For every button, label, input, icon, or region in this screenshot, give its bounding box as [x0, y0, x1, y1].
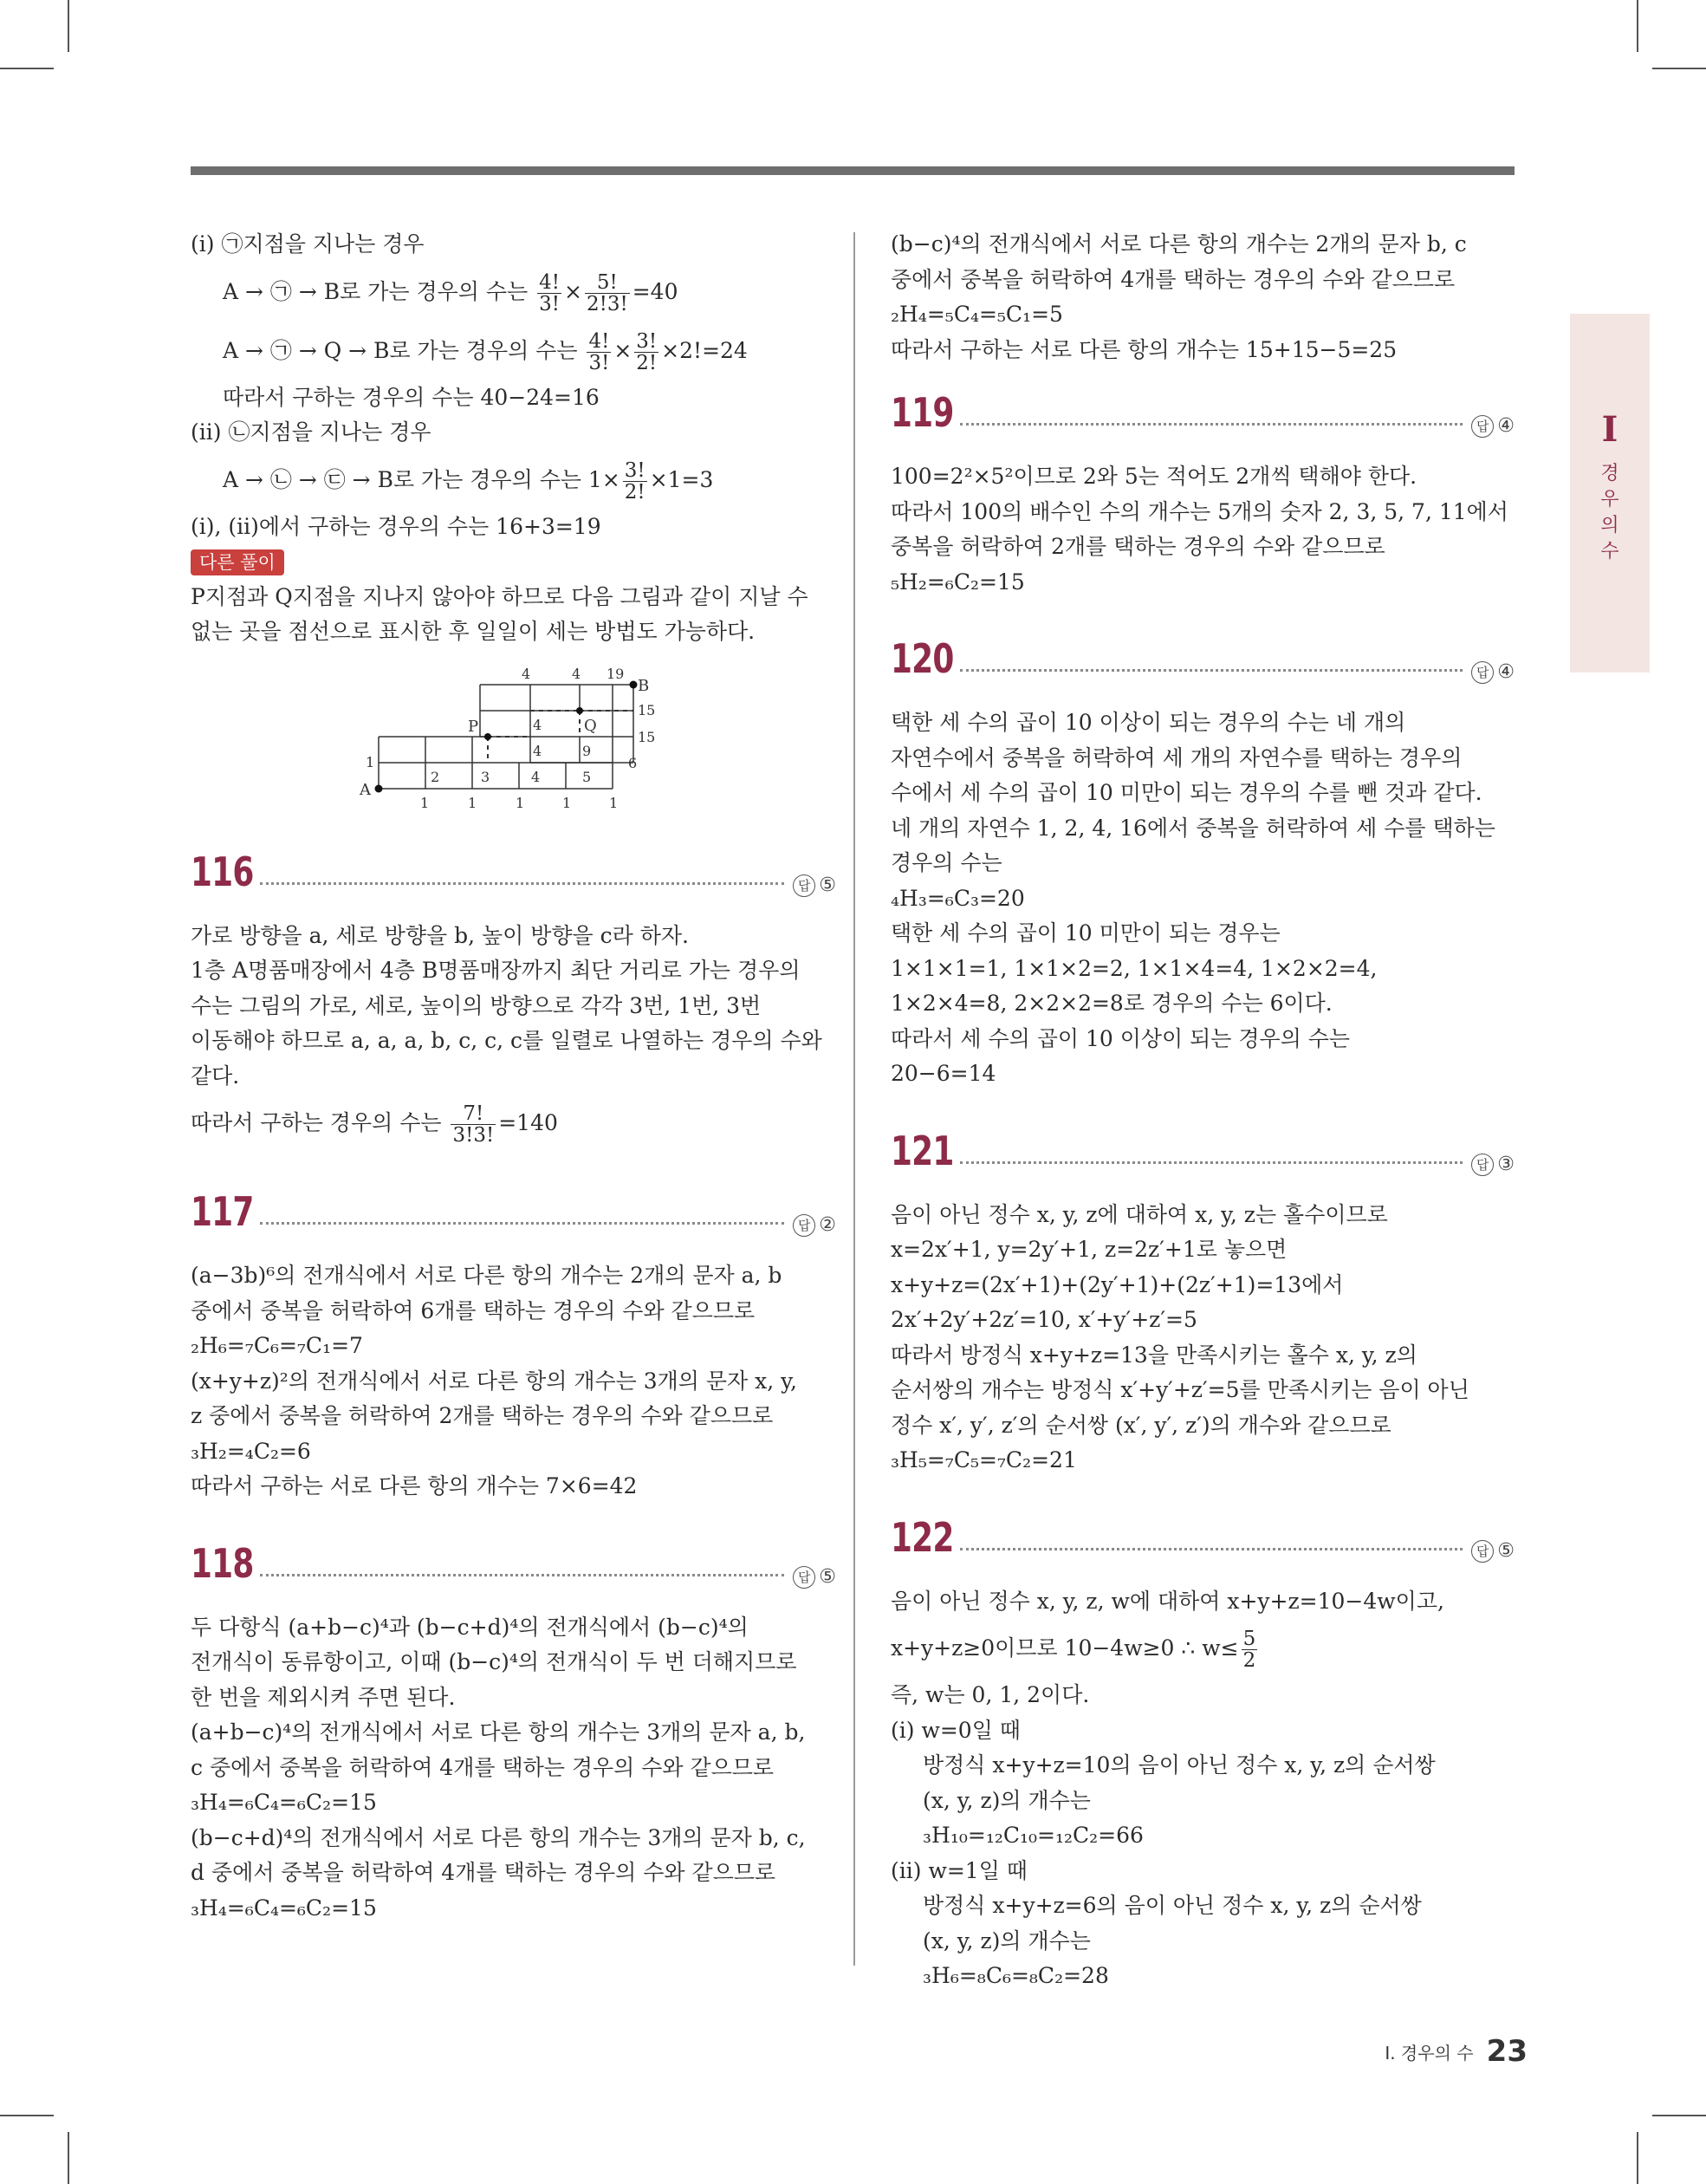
- solution-line: d 중에서 중복을 허락하여 4개를 택하는 경우의 수와 같으므로: [191, 1860, 776, 1885]
- case2-line-a: [191, 451, 836, 510]
- text: x+y+z≥0이므로 10−4w≥0 ∴ w≤: [891, 1635, 1239, 1661]
- solution-line: 자연수에서 중복을 허락하여 세 개의 자연수를 택하는 경우의: [891, 744, 1463, 770]
- solution-line: 20−6=14: [891, 1061, 996, 1086]
- answer-mark-icon: 답: [1471, 415, 1494, 438]
- solution-line: 2x′+2y′+2z′=10, x′+y′+z′=5: [891, 1307, 1197, 1332]
- solution-line: ₃H₄=₆C₄=₆C₂=15: [191, 1790, 377, 1815]
- problem-number: 122: [891, 1513, 954, 1561]
- chapter-vertical-label: [1570, 461, 1650, 565]
- solution-line: ₂H₆=₇C₆=₇C₁=7: [191, 1333, 363, 1358]
- chapter-char: 수: [1600, 541, 1619, 562]
- page-number: 23: [1486, 2034, 1528, 2069]
- denominator: 2!: [624, 480, 645, 504]
- answer-value: ⑤: [819, 1565, 836, 1588]
- right-column: [891, 227, 1515, 1994]
- solution-line: ₃H₁₀=₁₂C₁₀=₁₂C₂=66: [923, 1823, 1144, 1848]
- chapter-char: 우: [1600, 489, 1619, 510]
- solution-line: ₃H₅=₇C₅=₇C₂=21: [891, 1447, 1077, 1472]
- solution-line: 정수 x′, y′, z′의 순서쌍 (x′, y′, z′)의 개수와 같으므로: [891, 1412, 1391, 1438]
- dotted-leader: [260, 1222, 784, 1225]
- text: A → ㉠ → B로 가는 경우의 수는: [223, 278, 535, 304]
- grid-label: 1: [468, 794, 477, 811]
- case1-line-c: 따라서 구하는 경우의 수는 40−24=16: [223, 384, 600, 410]
- grid-label: 5: [582, 768, 592, 785]
- case-heading: (ⅱ) w=1일 때: [891, 1857, 1028, 1883]
- problem-header-117: [191, 1187, 836, 1258]
- alt-text-line: 없는 곳을 점선으로 표시한 후 일일이 세는 방법도 가능하다.: [191, 619, 756, 644]
- dotted-leader: [960, 423, 1463, 426]
- answer-label: [1471, 1147, 1515, 1183]
- solution-line: 가로 방향을 a, 세로 방향을 b, 높이 방향을 c라 하자.: [191, 922, 689, 948]
- solution-line: ₂H₄=₅C₄=₅C₁=5: [891, 302, 1063, 327]
- grid-label: 3: [481, 768, 490, 785]
- grid-label: 1: [516, 794, 525, 811]
- path-grid-figure: [191, 650, 836, 841]
- case2-heading: (ⅱ) ㉡지점을 지나는 경우: [191, 419, 431, 445]
- answer-mark-icon: 답: [793, 1214, 815, 1237]
- solution-line: 1×2×4=8, 2×2×2=8로 경우의 수는 6이다.: [891, 991, 1333, 1016]
- grid-label: 15: [638, 728, 656, 745]
- solution-line: 수는 그림의 가로, 세로, 높이의 방향으로 각각 3번, 1번, 3번: [191, 992, 762, 1018]
- chapter-char: 경: [1600, 463, 1619, 484]
- case1-line-b: [191, 322, 836, 380]
- solution-line: 택한 세 수의 곱이 10 이상이 되는 경우의 수는 네 개의: [891, 710, 1406, 735]
- case1-line-a: [191, 263, 836, 322]
- answer-label: [1471, 655, 1515, 691]
- point-A: A: [360, 780, 371, 799]
- denominator: 3!: [588, 351, 610, 374]
- solution-line: 네 개의 자연수 1, 2, 4, 16에서 중복을 허락하여 세 수를 택하는: [891, 815, 1495, 841]
- problem-header-120: [891, 634, 1515, 705]
- denominator: 2: [1242, 1649, 1256, 1672]
- answer-label: [1471, 409, 1515, 445]
- problem-header-121: [891, 1127, 1515, 1198]
- solution-line: (x, y, z)의 개수는: [923, 1927, 1091, 1953]
- problem-header-122: [891, 1513, 1515, 1584]
- grid-label: 1: [366, 753, 375, 770]
- numerator: 5!: [585, 272, 630, 294]
- point-Q: Q: [584, 716, 597, 735]
- text: ×: [613, 337, 632, 363]
- solution-line: 따라서 100의 배수인 수의 개수는 5개의 숫자 2, 3, 5, 7, 11에서: [891, 498, 1508, 524]
- crop-mark: [1652, 68, 1706, 69]
- grid-label: 4: [522, 665, 531, 682]
- denominator: 2!3!: [586, 292, 628, 315]
- solution-line: [891, 1619, 1515, 1678]
- chapter-roman: I: [1601, 409, 1618, 450]
- solution-line: (x, y, z)의 개수는: [923, 1787, 1091, 1813]
- crop-mark: [1652, 2115, 1706, 2116]
- problem-number: 121: [891, 1127, 954, 1174]
- dotted-leader: [960, 1548, 1463, 1550]
- grid-label: 6: [628, 754, 638, 771]
- solution-line: 1층 A명품매장에서 4층 B명품매장까지 최단 거리로 가는 경우의: [191, 958, 801, 983]
- point-P: P: [468, 717, 479, 736]
- solution-line: 음이 아닌 정수 x, y, z, w에 대하여 x+y+z=10−4w이고,: [891, 1588, 1444, 1614]
- solution-line: (b−c)⁴의 전개식에서 서로 다른 항의 개수는 2개의 문자 b, c: [891, 231, 1467, 257]
- dotted-leader: [260, 882, 784, 885]
- grid-label: 1: [420, 794, 430, 811]
- answer-mark-icon: 답: [1471, 1540, 1494, 1563]
- fraction: [537, 272, 561, 315]
- solution-line: 같다.: [191, 1063, 240, 1089]
- solution-line: 따라서 세 수의 곱이 10 이상이 되는 경우의 수는: [891, 1025, 1351, 1051]
- case-heading: (ⅰ) w=0일 때: [891, 1717, 1021, 1743]
- numerator: 3!: [624, 458, 645, 482]
- text: ×2!=24: [661, 337, 748, 363]
- denominator: 3!3!: [452, 1124, 495, 1147]
- fraction: [623, 460, 647, 503]
- numerator: 3!: [636, 329, 658, 353]
- crop-mark: [0, 68, 54, 69]
- solution-line: 중에서 중복을 허락하여 4개를 택하는 경우의 수와 같으므로: [891, 266, 1456, 292]
- problem-number: 116: [191, 848, 254, 895]
- solution-line: c 중에서 중복을 허락하여 4개를 택하는 경우의 수와 같으므로: [191, 1754, 775, 1780]
- solution-line: (x+y+z)²의 전개식에서 서로 다른 항의 개수는 3개의 문자 x, y,: [191, 1368, 797, 1394]
- grid-label: 1: [562, 794, 572, 811]
- footer-chapter: Ⅰ. 경우의 수: [1385, 2042, 1474, 2064]
- problem-number: 117: [191, 1188, 254, 1235]
- solution-line: 따라서 구하는 서로 다른 항의 개수는 15+15−5=25: [891, 336, 1398, 362]
- solution-line: x+y+z=(2x′+1)+(2y′+1)+(2z′+1)=13에서: [891, 1271, 1344, 1297]
- problem-header-116: [191, 848, 836, 919]
- answer-value: ④: [1497, 415, 1515, 437]
- grid-label: 2: [431, 768, 440, 785]
- problem-number: 119: [891, 389, 954, 436]
- answer-value: ⑤: [819, 874, 836, 896]
- answer-mark-icon: 답: [1471, 1154, 1494, 1176]
- solution-final: [191, 1094, 836, 1153]
- case1-heading: (ⅰ) ㉠지점을 지나는 경우: [191, 231, 425, 257]
- point-B: B: [638, 676, 650, 695]
- grid-label: 4: [531, 768, 541, 785]
- answer-mark-icon: 답: [793, 874, 815, 897]
- problem-header-119: [891, 388, 1515, 459]
- problem-number: 120: [891, 635, 954, 682]
- solution-line: 중복을 허락하여 2개를 택하는 경우의 수와 같으므로: [891, 534, 1385, 559]
- answer-mark-icon: 답: [793, 1566, 815, 1589]
- solution-line: z 중에서 중복을 허락하여 2개를 택하는 경우의 수와 같으므로: [191, 1403, 774, 1428]
- solution-line: 1×1×1=1, 1×1×2=2, 1×1×4=4, 1×2×2=4,: [891, 955, 1378, 981]
- solution-line: 두 다항식 (a+b−c)⁴과 (b−c+d)⁴의 전개식에서 (b−c)⁴의: [191, 1614, 749, 1640]
- crop-mark: [1637, 0, 1638, 52]
- page-footer: [1385, 2034, 1528, 2069]
- solution-line: 따라서 구하는 서로 다른 항의 개수는 7×6=42: [191, 1473, 638, 1498]
- solution-line: 이동해야 하므로 a, a, a, b, c, c, c를 일렬로 나열하는 경우의 수와: [191, 1028, 822, 1053]
- answer-label: [793, 1208, 836, 1244]
- solution-line: ₄H₃=₆C₃=20: [891, 885, 1025, 911]
- numerator: 7!: [451, 1103, 496, 1125]
- chapter-char: 의: [1600, 515, 1619, 536]
- solution-line: (a−3b)⁶의 전개식에서 서로 다른 항의 개수는 2개의 문자 a, b: [191, 1263, 782, 1288]
- dotted-leader: [960, 1161, 1463, 1164]
- solution-line: (a+b−c)⁴의 전개식에서 서로 다른 항의 개수는 3개의 문자 a, b,: [191, 1719, 806, 1745]
- grid-label: 1: [609, 794, 619, 811]
- solution-line: 방정식 x+y+z=6의 음이 아닌 정수 x, y, z의 순서쌍: [923, 1893, 1422, 1918]
- alt-text-line: P지점과 Q지점을 지나지 않아야 하므로 다음 그림과 같이 지날 수: [191, 583, 808, 609]
- header-rule: [191, 166, 1515, 175]
- denominator: 2!: [636, 351, 658, 374]
- grid-label: 4: [572, 665, 581, 682]
- problem-header-118: [191, 1539, 836, 1610]
- grid-label: 4: [533, 742, 542, 759]
- text: A → ㉡ → ㉢ → B로 가는 경우의 수는 1×: [223, 466, 620, 492]
- solution-line: 따라서 방정식 x+y+z=13을 만족시키는 홀수 x, y, z의: [891, 1342, 1417, 1368]
- text: ×1=3: [649, 466, 714, 492]
- answer-mark-icon: 답: [1471, 661, 1494, 684]
- text: ×: [564, 278, 582, 304]
- column-divider: [853, 232, 855, 1966]
- fraction: [1242, 1628, 1258, 1671]
- alt-solution-badge: 다른 풀이: [191, 549, 284, 575]
- numerator: 5: [1242, 1628, 1256, 1650]
- text: =140: [498, 1110, 558, 1135]
- fraction: [585, 272, 630, 315]
- text: =40: [632, 278, 678, 304]
- fraction: [587, 331, 611, 374]
- solution-line: 수에서 세 수의 곱이 10 미만이 되는 경우의 수를 뺀 것과 같다.: [891, 780, 1482, 805]
- solution-line: ₅H₂=₆C₂=15: [891, 569, 1025, 595]
- text: A → ㉠ → Q → B로 가는 경우의 수는: [223, 337, 585, 363]
- problem-number: 118: [191, 1539, 254, 1587]
- answer-label: [793, 1560, 836, 1596]
- crop-mark: [0, 2115, 54, 2116]
- crop-mark: [68, 0, 69, 52]
- solution-line: ₃H₂=₄C₂=6: [191, 1438, 311, 1464]
- solution-line: 100=2²×5²이므로 2와 5는 적어도 2개씩 택해야 한다.: [891, 464, 1417, 489]
- solution-line: 택한 세 수의 곱이 10 미만이 되는 경우는: [891, 920, 1281, 946]
- solution-line: ₃H₄=₆C₄=₆C₂=15: [191, 1895, 377, 1921]
- chapter-side-tab: [1570, 314, 1650, 673]
- crop-mark: [68, 2132, 69, 2184]
- solution-line: 순서쌍의 개수는 방정식 x′+y′+z′=5를 만족시키는 음이 아닌: [891, 1377, 1469, 1402]
- solution-line: 방정식 x+y+z=10의 음이 아닌 정수 x, y, z의 순서쌍: [923, 1752, 1436, 1778]
- answer-value: ②: [819, 1214, 836, 1236]
- solution-line: ₃H₆=₈C₆=₈C₂=28: [923, 1963, 1109, 1988]
- dotted-leader: [260, 1574, 784, 1576]
- left-column: [191, 227, 836, 1926]
- solution-line: (b−c+d)⁴의 전개식에서 서로 다른 항의 개수는 3개의 문자 b, c,: [191, 1824, 806, 1850]
- grid-label: 9: [582, 742, 592, 759]
- grid-label: 15: [638, 701, 656, 718]
- solution-line: 경우의 수는: [891, 850, 1002, 875]
- answer-label: [1471, 1534, 1515, 1570]
- answer-value: ⑤: [1497, 1539, 1515, 1562]
- answer-value: ③: [1497, 1153, 1515, 1175]
- numerator: 4!: [539, 270, 560, 294]
- fraction: [634, 331, 658, 374]
- solution-line: 음이 아닌 정수 x, y, z에 대하여 x, y, z는 홀수이므로: [891, 1201, 1388, 1227]
- grid-label: 19: [607, 665, 625, 682]
- numerator: 4!: [588, 329, 610, 353]
- answer-label: [793, 868, 836, 904]
- crop-mark: [1637, 2132, 1638, 2184]
- fraction: [451, 1103, 496, 1146]
- dotted-leader: [960, 669, 1463, 672]
- solution-line: 중에서 중복을 허락하여 6개를 택하는 경우의 수와 같으므로: [191, 1297, 756, 1323]
- solution-line: 한 번을 제외시켜 주면 된다.: [191, 1684, 456, 1710]
- text: 따라서 구하는 경우의 수는: [191, 1110, 449, 1135]
- solution-line: x=2x′+1, y=2y′+1, z=2z′+1로 놓으면: [891, 1237, 1288, 1262]
- case-sum: (ⅰ), (ⅱ)에서 구하는 경우의 수는 16+3=19: [191, 513, 601, 539]
- solution-line: 전개식이 동류항이고, 이때 (b−c)⁴의 전개식이 두 번 더해지므로: [191, 1649, 797, 1674]
- answer-value: ④: [1497, 661, 1515, 683]
- solution-line: 즉, w는 0, 1, 2이다.: [891, 1682, 1090, 1707]
- grid-label: 4: [533, 716, 542, 733]
- denominator: 3!: [539, 292, 560, 315]
